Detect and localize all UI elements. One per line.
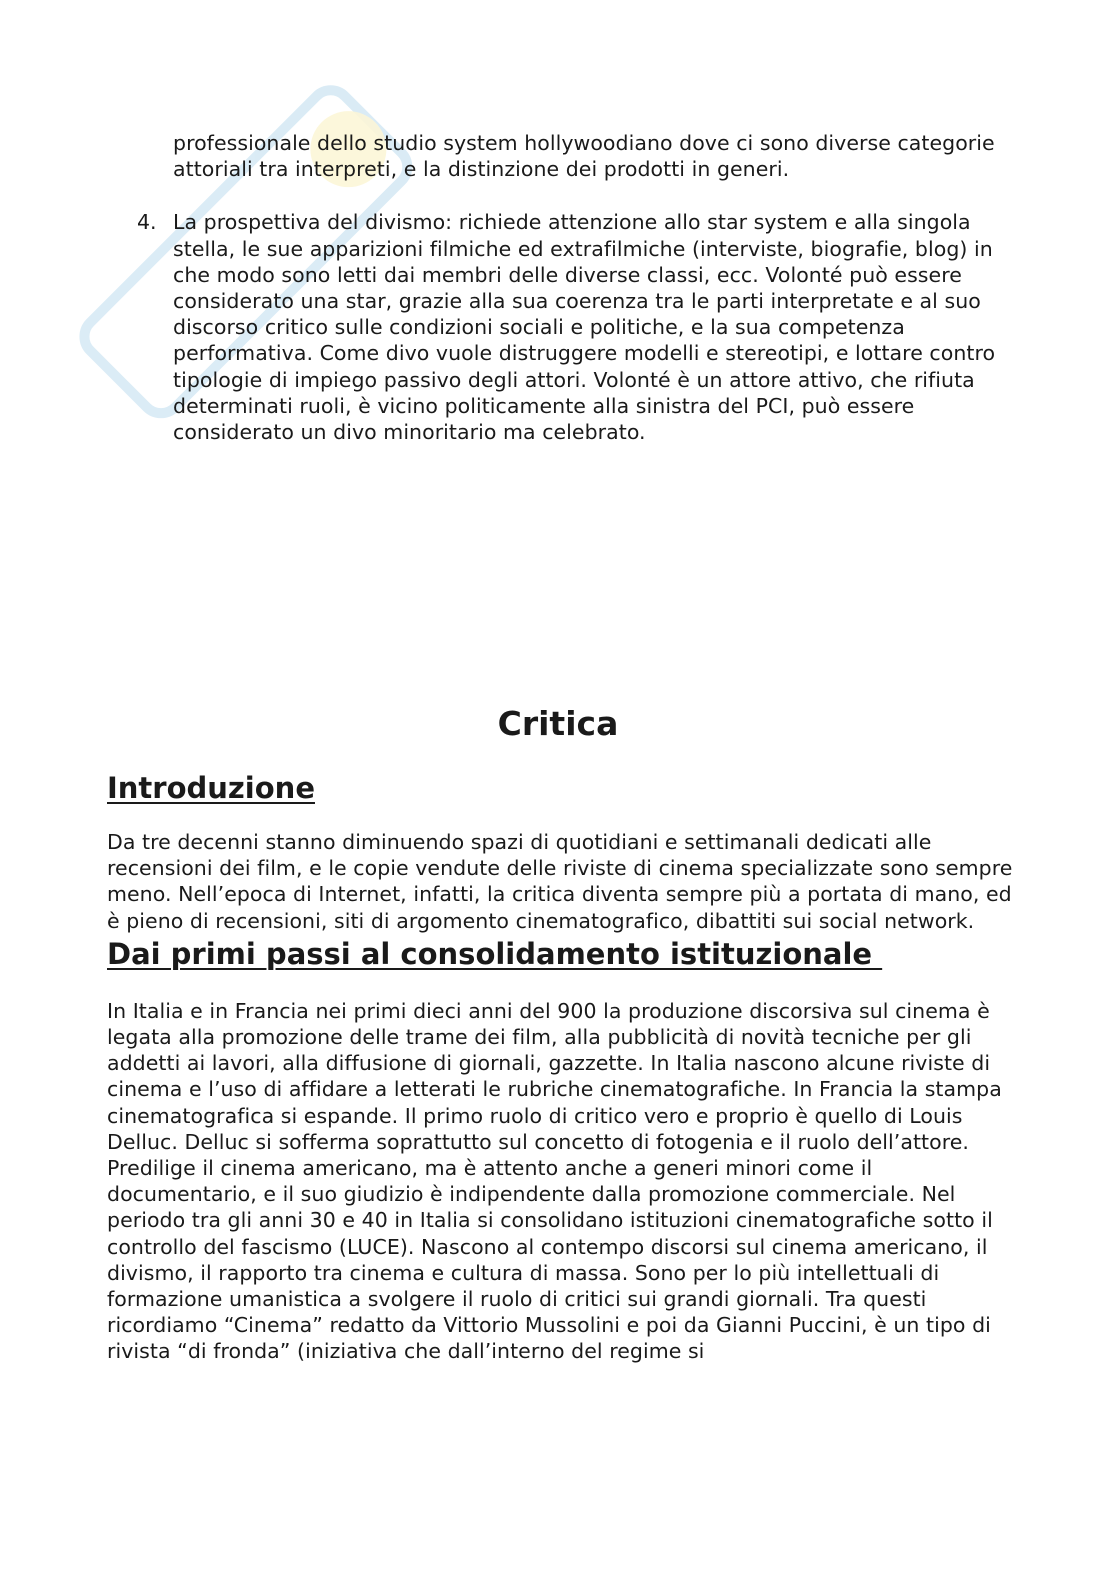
- list-item-text: La prospettiva del divismo: richiede attenzione allo star system e alla singola stella, le sue apparizioni filmiche ed extrafilmiche (interviste, biografie, blog) in che modo sono letti dai membri delle diverse classi, ecc. Volonté può essere considerato una star, grazie alla sua coerenza tra le parti interpretate e al suo discorso critico sulle condizioni sociali e politiche, e la sua competenza performativa. Come divo vuole distruggere modelli e stereotipi, e lottare contro tipologie di impiego passivo degli attori. Volonté è un attore attivo, che rifiuta determinati ruoli, è vicino politicamente alla sinistra del PCI, può essere considerato un divo minoritario ma celebrato.: [173, 210, 996, 445]
- section-heading-primi-passi: Dai primi passi al consolidamento istituzionale: [107, 936, 883, 971]
- chapter-title: Critica: [497, 704, 619, 743]
- section-text-introduzione: Da tre decenni stanno diminuendo spazi di quotidiani e settimanali dedicati alle recensioni dei film, e le copie vendute delle riviste di cinema specializzate sono sempre meno. Nell’epoca di Internet, infatti, la critica diventa sempre più a portata di mano, ed è pieno di recensioni, siti di argomento cinematografico, dibattiti sui social network.: [107, 830, 1013, 933]
- section-text-primi-passi: In Italia e in Francia nei primi dieci anni del 900 la produzione discorsiva sul cinema è legata alla promozione delle trame dei film, alla pubblicità di novità tecniche per gli addetti ai lavori, alla diffusione di giornali, gazzette. In Italia nascono alcune riviste di cinema e l’uso di affidare a letterati le rubriche cinematografiche. In Francia la stampa cinematografica si espande. Il primo ruolo di critico vero e proprio è quello di Louis Delluc. Delluc si sofferma soprattutto sul concetto di fotogenia e il ruolo dell’attore. Predilige il cinema americano, ma è attento anche a generi minori come il documentario, e il suo giudizio è indipendente dalla promozione commerciale. Nel periodo tra gli anni 30 e 40 in Italia si consolidano istituzioni cinematografiche sotto il controllo del fascismo (LUCE). Nascono al contempo discorsi sul cinema americano, il divismo, il rapporto tra cinema e cultura di massa. Sono per lo più intellettuali di formazione umanistica a svolgere il ruolo di critici sui grandi giornali. Tra questi ricordiamo “Cinema” redatto da Vittorio Mussolini e poi da Gianni Puccini, è un tipo di rivista “di fronda” (iniziativa che dall’interno del regime si: [107, 998, 1002, 1364]
- sections-container: [107, 768, 1017, 1365]
- numbered-list-item-4: [137, 209, 1013, 445]
- document-body: [107, 130, 1007, 445]
- section-heading-introduzione: Introduzione: [107, 771, 315, 805]
- list-item-continuation: professionale dello studio system hollywoodiano dove ci sono diverse categorie attoriali tra interpreti, e la distinzione dei prodotti in generi.: [173, 131, 995, 182]
- list-item-number: 4.: [137, 210, 157, 235]
